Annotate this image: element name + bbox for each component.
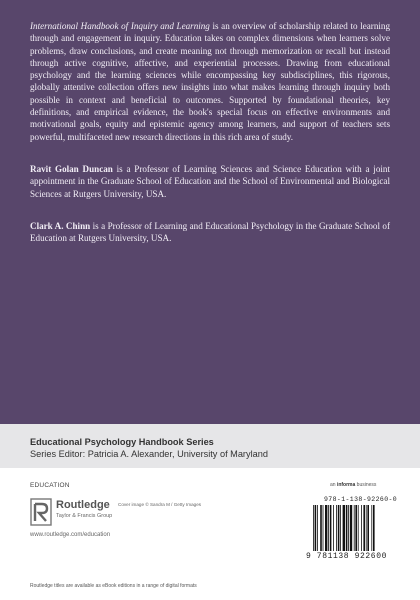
publisher-footer [0,468,420,600]
informa-brand: informa [336,482,356,488]
book-description-text: is an overview of scholarship related to learning through and engagement in inquiry. Education takes on complex dimensions when learners solve problems, draw conclusions, and create meaning not through memorization or recall but instead through active cognitive, affective, and experiential processes. Drawing from educational psychology and the learning sciences while encompassing key subdisciplines, this rigorous, globally attentive collection offers new insights into what makes learning through inquiry both possible in context and beneficial to outcomes. Supported by foundational theories, key definitions, and empirical evidence, the book's special focus on effective environments and motivational goals, equity and epistemic agency among learners, and support of teachers sets powerful, multifaceted new research directions in this rich area of study. [30,21,390,142]
subject-category: EDUCATION [30,482,70,489]
barcode-icon [312,505,392,551]
informa-prefix: an [330,482,337,488]
routledge-logo-icon [30,498,52,526]
author-bio [30,220,390,245]
cover-image-credit: Cover image © Sandra M / Getty Images [118,502,202,507]
book-title-italic: International Handbook of Inquiry and Learning [30,21,210,31]
informa-suffix: business [355,482,377,488]
barcode-digits: 9 781138 922600 [306,552,388,561]
author-bio-text: is a Professor of Learning and Educational Psychology in the Graduate School of Education at Rutgers University, USA. [30,220,390,244]
author-name: Ravit Golan Duncan [30,163,113,174]
series-title: Educational Psychology Handbook Series [30,437,214,447]
book-description [30,20,390,143]
series-band [0,424,420,468]
publisher-group: Taylor & Francis Group [56,513,113,519]
author-bio [30,163,390,200]
ebook-availability-note: Routledge titles are available as eBook editions in a range of digital formats [30,583,197,589]
publisher-name: Routledge [56,499,110,511]
author-name: Clark A. Chinn [30,220,91,231]
author-bio-text: is a Professor of Learning Sciences and Science Education with a joint appointment in the Graduate School of Education and the School of Environmental and Biological Sciences at Rutgers University, USA. [30,163,390,199]
isbn-number: 978-1-138-92260-0 [324,496,398,503]
publisher-url: www.routledge.com/education [30,532,111,538]
informa-tag [330,482,376,488]
series-editor: Series Editor: Patricia A. Alexander, University of Maryland [30,449,268,459]
